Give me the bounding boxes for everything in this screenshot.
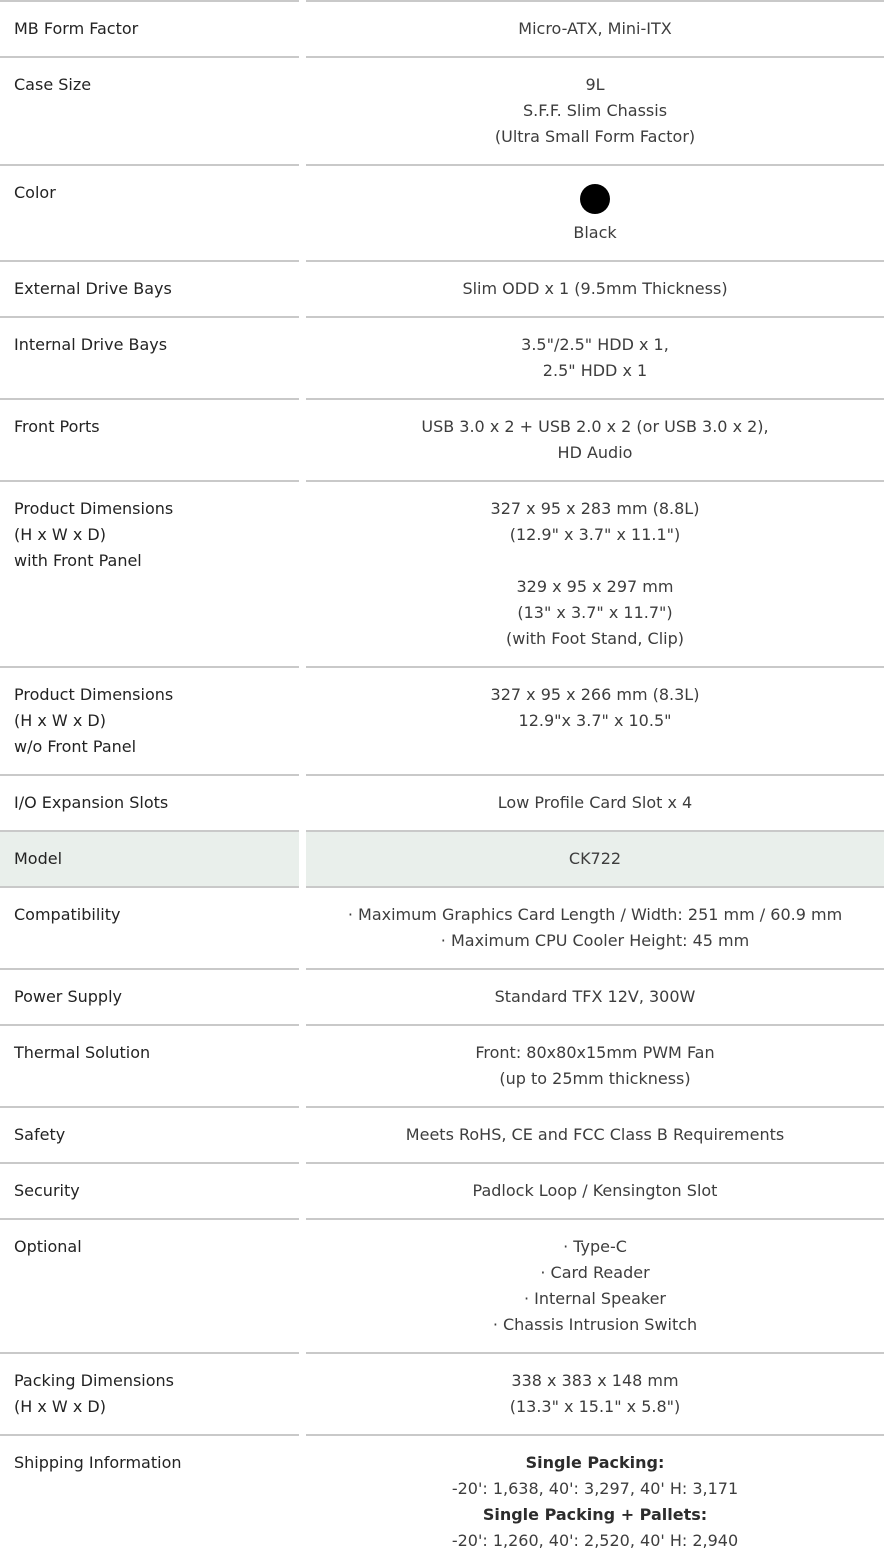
spec-value-line: (13" x 3.7" x 11.7")	[517, 603, 673, 622]
spec-row	[0, 1026, 884, 1108]
spec-label-line: (H x W x D)	[14, 525, 106, 544]
spec-label-line: w/o Front Panel	[14, 737, 137, 756]
spec-label	[0, 1164, 299, 1220]
spec-value	[306, 1026, 884, 1108]
spec-value-line: Padlock Loop / Kensington Slot	[472, 1181, 718, 1200]
spec-value-line: · Chassis Intrusion Switch	[492, 1315, 698, 1334]
spec-value	[306, 166, 884, 262]
spec-value-line: -20': 1,260, 40': 2,520, 40' H: 2,940	[451, 1531, 739, 1550]
spec-label-line: Thermal Solution	[14, 1043, 151, 1062]
spec-label	[0, 1026, 299, 1108]
spec-label-line: Case Size	[14, 75, 92, 94]
spec-value-line	[316, 548, 874, 574]
spec-row	[0, 262, 884, 318]
spec-value-line: Standard TFX 12V, 300W	[494, 987, 696, 1006]
spec-value-line: · Maximum CPU Cooler Height: 45 mm	[440, 931, 750, 950]
spec-value-line: 2.5" HDD x 1	[542, 361, 648, 380]
spec-label-line: Shipping Information	[14, 1453, 182, 1472]
spec-value	[306, 400, 884, 482]
spec-value-line: (12.9" x 3.7" x 11.1")	[509, 525, 681, 544]
spec-label-line: Model	[14, 849, 63, 868]
spec-value-line: HD Audio	[557, 443, 633, 462]
spec-row	[0, 970, 884, 1026]
spec-label-line: (H x W x D)	[14, 711, 106, 730]
spec-value	[306, 1354, 884, 1436]
spec-value	[306, 1436, 884, 1568]
spec-label	[0, 1436, 299, 1568]
spec-value	[306, 58, 884, 166]
spec-label	[0, 1354, 299, 1436]
spec-label	[0, 0, 299, 58]
spec-label-line: Internal Drive Bays	[14, 335, 168, 354]
spec-label-line: Safety	[14, 1125, 66, 1144]
spec-value-line: 9L	[585, 75, 605, 94]
spec-value-line: 3.5"/2.5" HDD x 1,	[521, 335, 669, 354]
spec-row	[0, 1220, 884, 1354]
spec-label-line: Compatibility	[14, 905, 121, 924]
spec-value-line: Low Profile Card Slot x 4	[497, 793, 693, 812]
spec-value-line: 327 x 95 x 266 mm (8.3L)	[490, 685, 700, 704]
spec-value	[306, 0, 884, 58]
spec-label	[0, 482, 299, 668]
spec-value	[306, 668, 884, 776]
spec-value	[306, 1108, 884, 1164]
spec-label	[0, 776, 299, 832]
spec-value	[306, 1220, 884, 1354]
spec-value-line: Single Packing + Pallets:	[482, 1505, 708, 1524]
spec-label-line: Product Dimensions	[14, 499, 174, 518]
spec-row	[0, 482, 884, 668]
spec-value-line: 338 x 383 x 148 mm	[511, 1371, 679, 1390]
spec-label-line: with Front Panel	[14, 551, 142, 570]
spec-label	[0, 262, 299, 318]
spec-value-line: Slim ODD x 1 (9.5mm Thickness)	[462, 279, 728, 298]
spec-label-line: Color	[14, 183, 56, 202]
spec-label-line: MB Form Factor	[14, 19, 139, 38]
spec-value	[306, 970, 884, 1026]
spec-row	[0, 58, 884, 166]
spec-value-line: Meets RoHS, CE and FCC Class B Requirements	[405, 1125, 785, 1144]
spec-label	[0, 318, 299, 400]
spec-label	[0, 668, 299, 776]
spec-value-line: CK722	[568, 849, 622, 868]
spec-value-line: Front: 80x80x15mm PWM Fan	[475, 1043, 715, 1062]
spec-label-line: Power Supply	[14, 987, 122, 1006]
color-swatch-label: Black	[573, 223, 617, 242]
spec-label	[0, 58, 299, 166]
spec-row	[0, 0, 884, 58]
spec-value	[306, 318, 884, 400]
spec-value-line: (with Foot Stand, Clip)	[505, 629, 684, 648]
spec-row	[0, 400, 884, 482]
spec-row	[0, 776, 884, 832]
spec-value-line: 12.9"x 3.7" x 10.5"	[518, 711, 672, 730]
spec-row	[0, 1108, 884, 1164]
spec-value-line: (up to 25mm thickness)	[499, 1069, 691, 1088]
spec-label-line: External Drive Bays	[14, 279, 172, 298]
spec-value-line: · Card Reader	[540, 1263, 650, 1282]
spec-label	[0, 166, 299, 262]
spec-value	[306, 482, 884, 668]
spec-row	[0, 888, 884, 970]
spec-label-line: (H x W x D)	[14, 1397, 106, 1416]
spec-label-line: I/O Expansion Slots	[14, 793, 169, 812]
spec-label-line: Packing Dimensions	[14, 1371, 175, 1390]
spec-value-line: 327 x 95 x 283 mm (8.8L)	[490, 499, 700, 518]
spec-row	[0, 166, 884, 262]
spec-label	[0, 888, 299, 970]
spec-value-line: · Internal Speaker	[524, 1289, 666, 1308]
spec-value	[306, 832, 884, 888]
spec-value	[306, 888, 884, 970]
spec-label	[0, 832, 299, 888]
spec-row	[0, 1354, 884, 1436]
spec-value-line: · Maximum Graphics Card Length / Width: 251 mm / 60.9 mm	[347, 905, 843, 924]
spec-label	[0, 1220, 299, 1354]
spec-value-line: -20': 1,638, 40': 3,297, 40' H: 3,171	[451, 1479, 739, 1498]
spec-label-line: Optional	[14, 1237, 82, 1256]
spec-row	[0, 832, 884, 888]
spec-label-line: Front Ports	[14, 417, 100, 436]
spec-value-line: USB 3.0 x 2 + USB 2.0 x 2 (or USB 3.0 x 2),	[421, 417, 769, 436]
spec-value-line: S.F.F. Slim Chassis	[522, 101, 668, 120]
spec-value-line: (13.3" x 15.1" x 5.8")	[509, 1397, 681, 1416]
spec-row	[0, 668, 884, 776]
color-swatch-black-icon	[580, 184, 610, 214]
spec-label	[0, 970, 299, 1026]
spec-value	[306, 1164, 884, 1220]
spec-label	[0, 400, 299, 482]
spec-row	[0, 1164, 884, 1220]
spec-label-line: Security	[14, 1181, 80, 1200]
spec-value-line: 329 x 95 x 297 mm	[516, 577, 674, 596]
spec-value-line: (Ultra Small Form Factor)	[494, 127, 696, 146]
spec-label-line: Product Dimensions	[14, 685, 174, 704]
spec-value-line: Single Packing:	[525, 1453, 665, 1472]
spec-value-line: · Type-C	[563, 1237, 627, 1256]
spec-row	[0, 318, 884, 400]
spec-row	[0, 1436, 884, 1568]
spec-value	[306, 776, 884, 832]
spec-label	[0, 1108, 299, 1164]
spec-value-line: Micro-ATX, Mini-ITX	[518, 19, 672, 38]
spec-value	[306, 262, 884, 318]
